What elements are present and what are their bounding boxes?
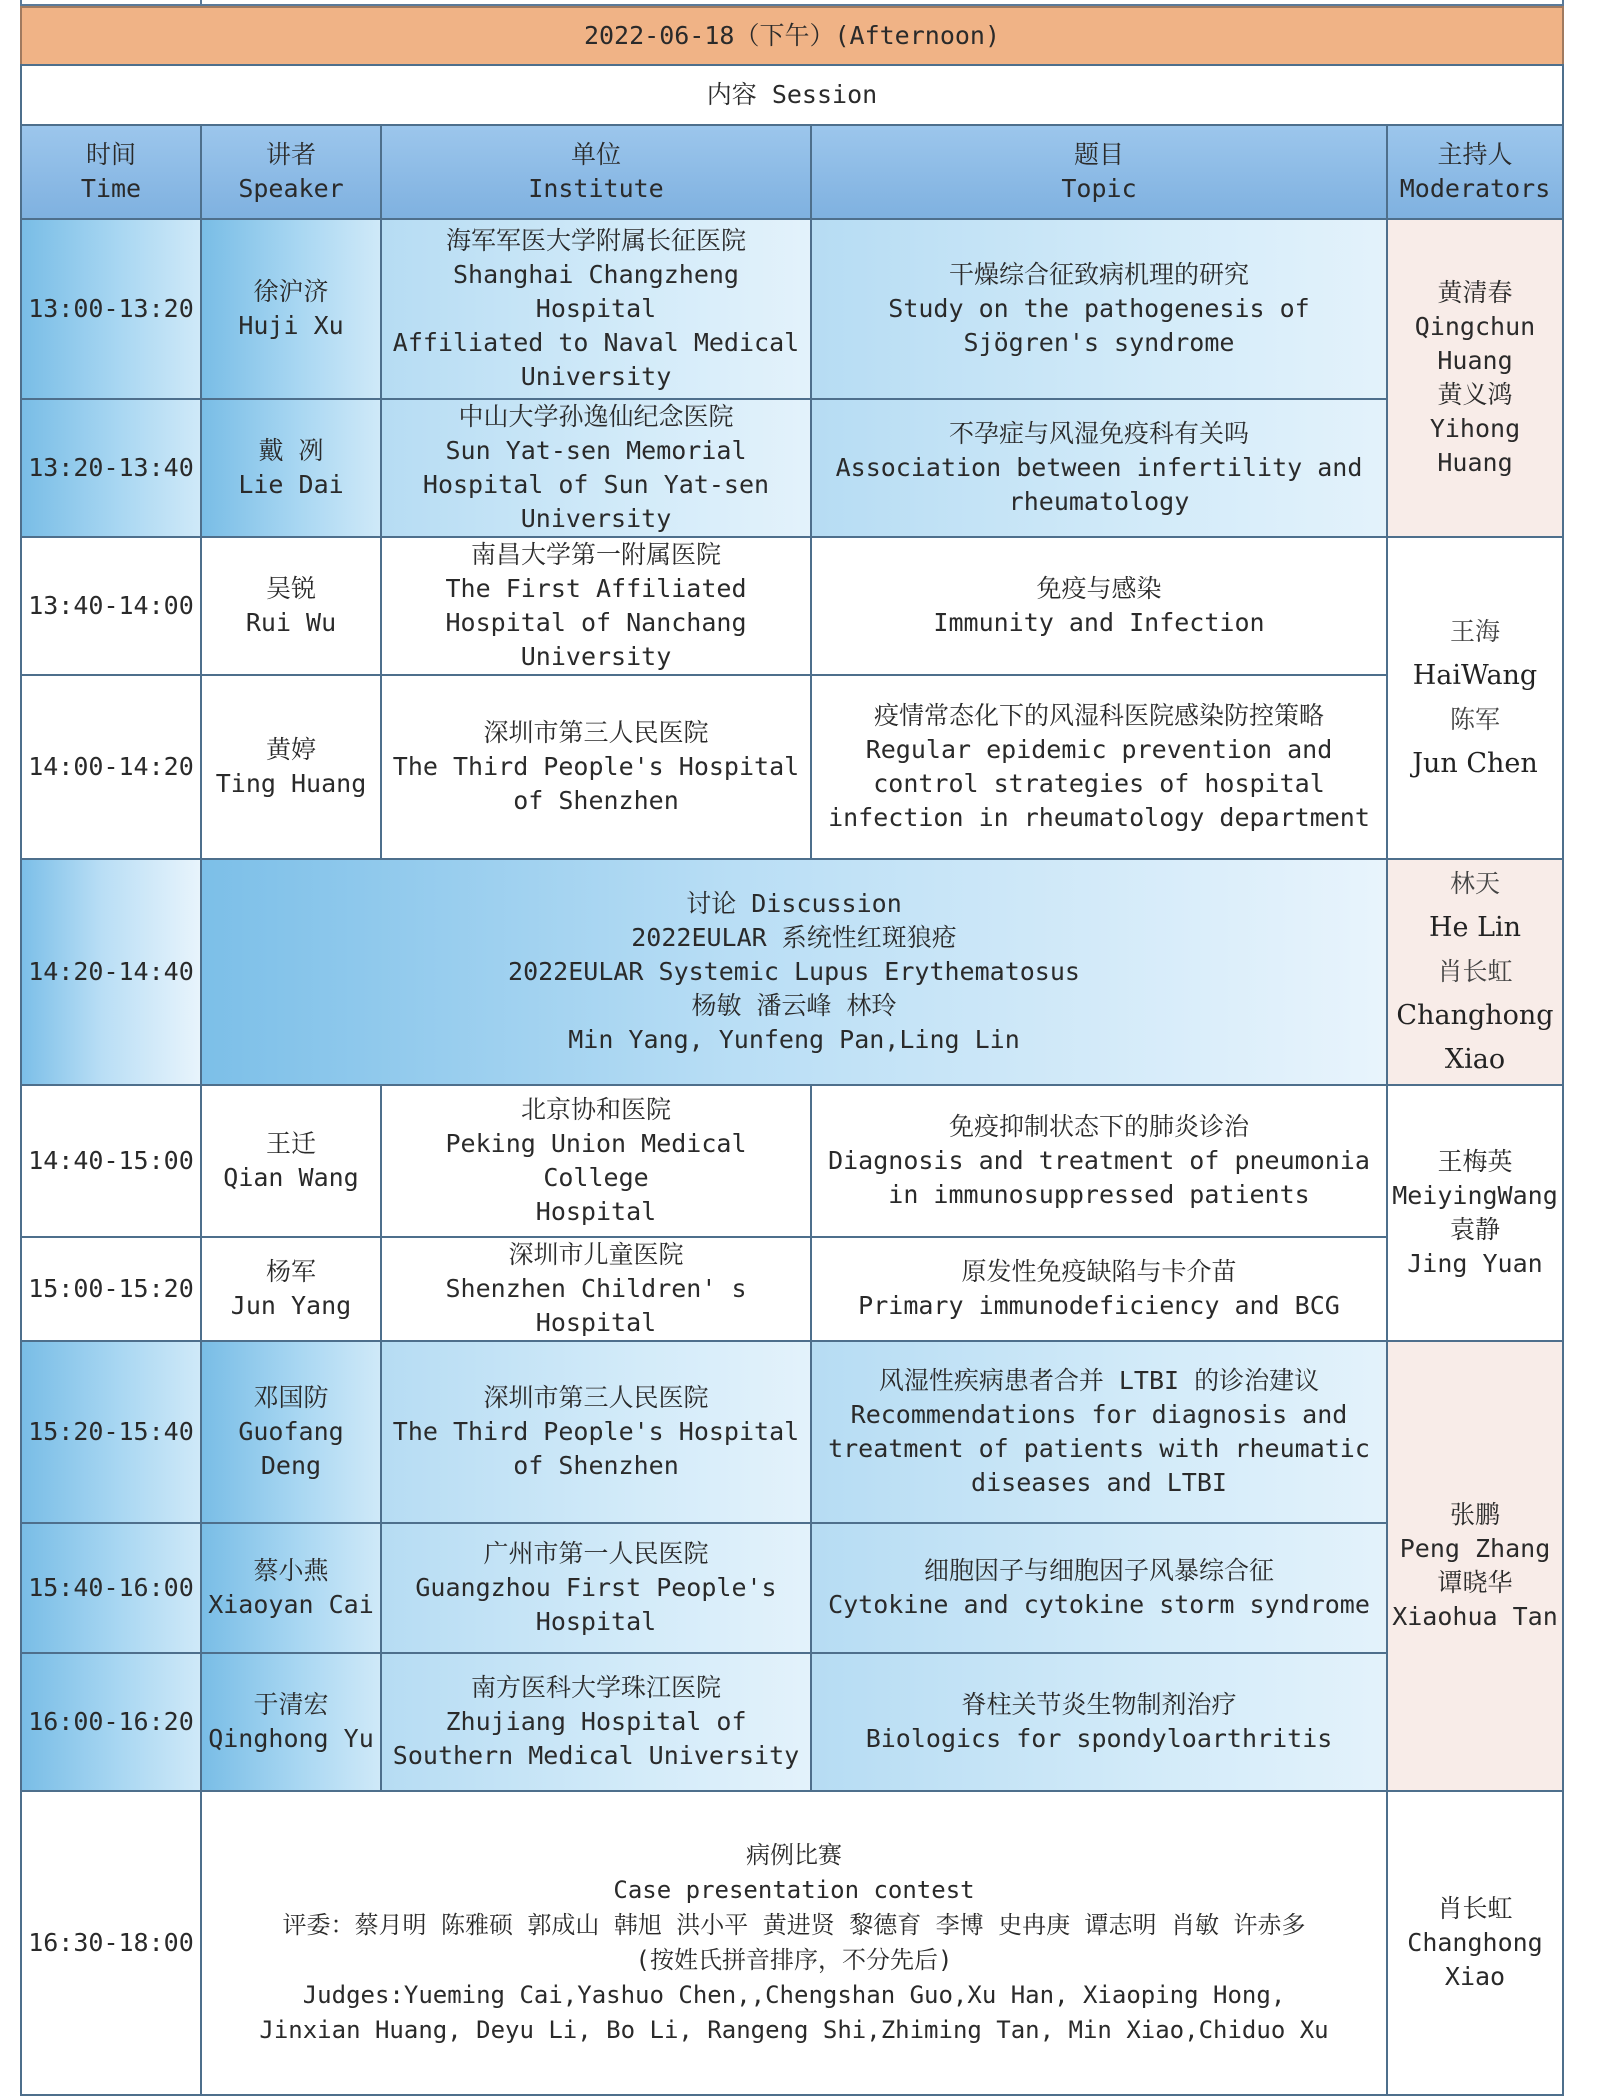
time-cell: 14:00-14:20 xyxy=(20,674,202,860)
topic-cell: 干燥综合征致病机理的研究 Study on the pathogenesis of Sjögren's syndrome xyxy=(810,218,1388,400)
institute-cell: 南昌大学第一附属医院 The First Affiliated Hospital of Nanchang University xyxy=(380,536,812,676)
moderator-name-en: HaiWang xyxy=(1412,660,1538,691)
topic-cell: 细胞因子与细胞因子风暴综合征 Cytokine and cytokine storm syndrome xyxy=(810,1522,1388,1654)
moderator-cell xyxy=(1386,858,1564,1086)
moderator-cell: 肖长虹 Changhong Xiao xyxy=(1386,1790,1564,2096)
moderator-name-zh: 陈军 xyxy=(1449,705,1500,734)
moderator-name-en: He Lin xyxy=(1428,912,1522,943)
time-cell: 15:40-16:00 xyxy=(20,1522,202,1654)
moderator-name-en: Jun Chen xyxy=(1412,748,1538,779)
moderator-cell: 王梅英 MeiyingWang 袁静 Jing Yuan xyxy=(1386,1084,1564,1342)
column-header-speaker: 讲者 Speaker xyxy=(200,124,382,220)
topic-cell: 免疫与感染 Immunity and Infection xyxy=(810,536,1388,676)
case-contest-cell: 病例比赛 Case presentation contest 评委：蔡月明 陈雅硕 郭成山 韩旭 洪小平 黄进贤 黎德育 李博 史冉庚 谭志明 肖敏 许赤多 (按姓氏拼音排序，不分先后) Judges:Yueming Cai,Yashuo Chen,,Chengshan Guo,Xu Han, Xiaoping Hong, Jinxian Huang, Deyu Li, Bo Li, Rangeng Shi,Zhiming Tan, Min Xiao,Chiduo Xu xyxy=(200,1790,1388,2096)
moderator-name-zh: 林天 xyxy=(1449,869,1500,898)
time-cell: 13:40-14:00 xyxy=(20,536,202,676)
speaker-cell: 徐沪济 Huji Xu xyxy=(200,218,382,400)
speaker-cell: 于清宏 Qinghong Yu xyxy=(200,1652,382,1792)
topic-cell: 原发性免疫缺陷与卡介苗 Primary immunodeficiency and BCG xyxy=(810,1236,1388,1342)
speaker-cell: 杨军 Jun Yang xyxy=(200,1236,382,1342)
discussion-cell: 讨论 Discussion 2022EULAR 系统性红斑狼疮 2022EULAR Systemic Lupus Erythematosus 杨敏 潘云峰 林玲 Min Yang, Yunfeng Pan,Ling Lin xyxy=(200,858,1388,1086)
speaker-cell: 黄婷 Ting Huang xyxy=(200,674,382,860)
institute-cell: 深圳市第三人民医院 The Third People's Hospital of Shenzhen xyxy=(380,1340,812,1524)
speaker-cell: 吴锐 Rui Wu xyxy=(200,536,382,676)
time-cell: 15:20-15:40 xyxy=(20,1340,202,1524)
session-label: 内容 Session xyxy=(20,64,1564,126)
moderator-cell: 张鹏 Peng Zhang 谭晓华 Xiaohua Tan xyxy=(1386,1340,1564,1792)
institute-cell: 广州市第一人民医院 Guangzhou First People's Hospital xyxy=(380,1522,812,1654)
institute-cell: 北京协和医院 Peking Union Medical College Hospital xyxy=(380,1084,812,1238)
speaker-cell: 王迁 Qian Wang xyxy=(200,1084,382,1238)
column-header-institute: 单位 Institute xyxy=(380,124,812,220)
speaker-cell: 邓国防 Guofang Deng xyxy=(200,1340,382,1524)
moderator-cell xyxy=(1386,536,1564,860)
moderator-name-zh: 肖长虹 xyxy=(1437,957,1513,986)
time-cell: 14:20-14:40 xyxy=(20,858,202,1086)
schedule-table xyxy=(20,0,1564,2096)
topic-cell: 免疫抑制状态下的肺炎诊治 Diagnosis and treatment of pneumonia in immunosuppressed patients xyxy=(810,1084,1388,1238)
topic-cell: 疫情常态化下的风湿科医院感染防控策略 Regular epidemic prevention and control strategies of hospital infection in rheumatology department xyxy=(810,674,1388,860)
time-cell: 13:00-13:20 xyxy=(20,218,202,400)
institute-cell: 海军军医大学附属长征医院 Shanghai Changzheng Hospital Affiliated to Naval Medical University xyxy=(380,218,812,400)
date-header: 2022-06-18（下午）(Afternoon) xyxy=(20,6,1564,66)
topic-cell: 脊柱关节炎生物制剂治疗 Biologics for spondyloarthritis xyxy=(810,1652,1388,1792)
moderator-cell: 黄清春 Qingchun Huang 黄义鸿 Yihong Huang xyxy=(1386,218,1564,538)
speaker-cell: 蔡小燕 Xiaoyan Cai xyxy=(200,1522,382,1654)
topic-cell: 风湿性疾病患者合并 LTBI 的诊治建议 Recommendations for diagnosis and treatment of patients with rheumatic diseases and LTBI xyxy=(810,1340,1388,1524)
institute-cell: 深圳市第三人民医院 The Third People's Hospital of Shenzhen xyxy=(380,674,812,860)
time-cell: 13:20-13:40 xyxy=(20,398,202,538)
time-cell: 14:40-15:00 xyxy=(20,1084,202,1238)
moderator-name-en: Xiao xyxy=(1444,1044,1506,1075)
speaker-cell: 戴 冽 Lie Dai xyxy=(200,398,382,538)
column-header-time: 时间 Time xyxy=(20,124,202,220)
institute-cell: 南方医科大学珠江医院 Zhujiang Hospital of Southern Medical University xyxy=(380,1652,812,1792)
institute-cell: 中山大学孙逸仙纪念医院 Sun Yat-sen Memorial Hospital of Sun Yat-sen University xyxy=(380,398,812,538)
time-cell: 16:30-18:00 xyxy=(20,1790,202,2096)
topic-cell: 不孕症与风湿免疫科有关吗 Association between infertility and rheumatology xyxy=(810,398,1388,538)
time-cell: 16:00-16:20 xyxy=(20,1652,202,1792)
moderator-name-en: Changhong xyxy=(1396,1000,1554,1031)
column-header-moderators: 主持人 Moderators xyxy=(1386,124,1564,220)
moderator-name-zh: 王海 xyxy=(1449,617,1500,646)
column-header-topic: 题目 Topic xyxy=(810,124,1388,220)
time-cell: 15:00-15:20 xyxy=(20,1236,202,1342)
institute-cell: 深圳市儿童医院 Shenzhen Children' s Hospital xyxy=(380,1236,812,1342)
